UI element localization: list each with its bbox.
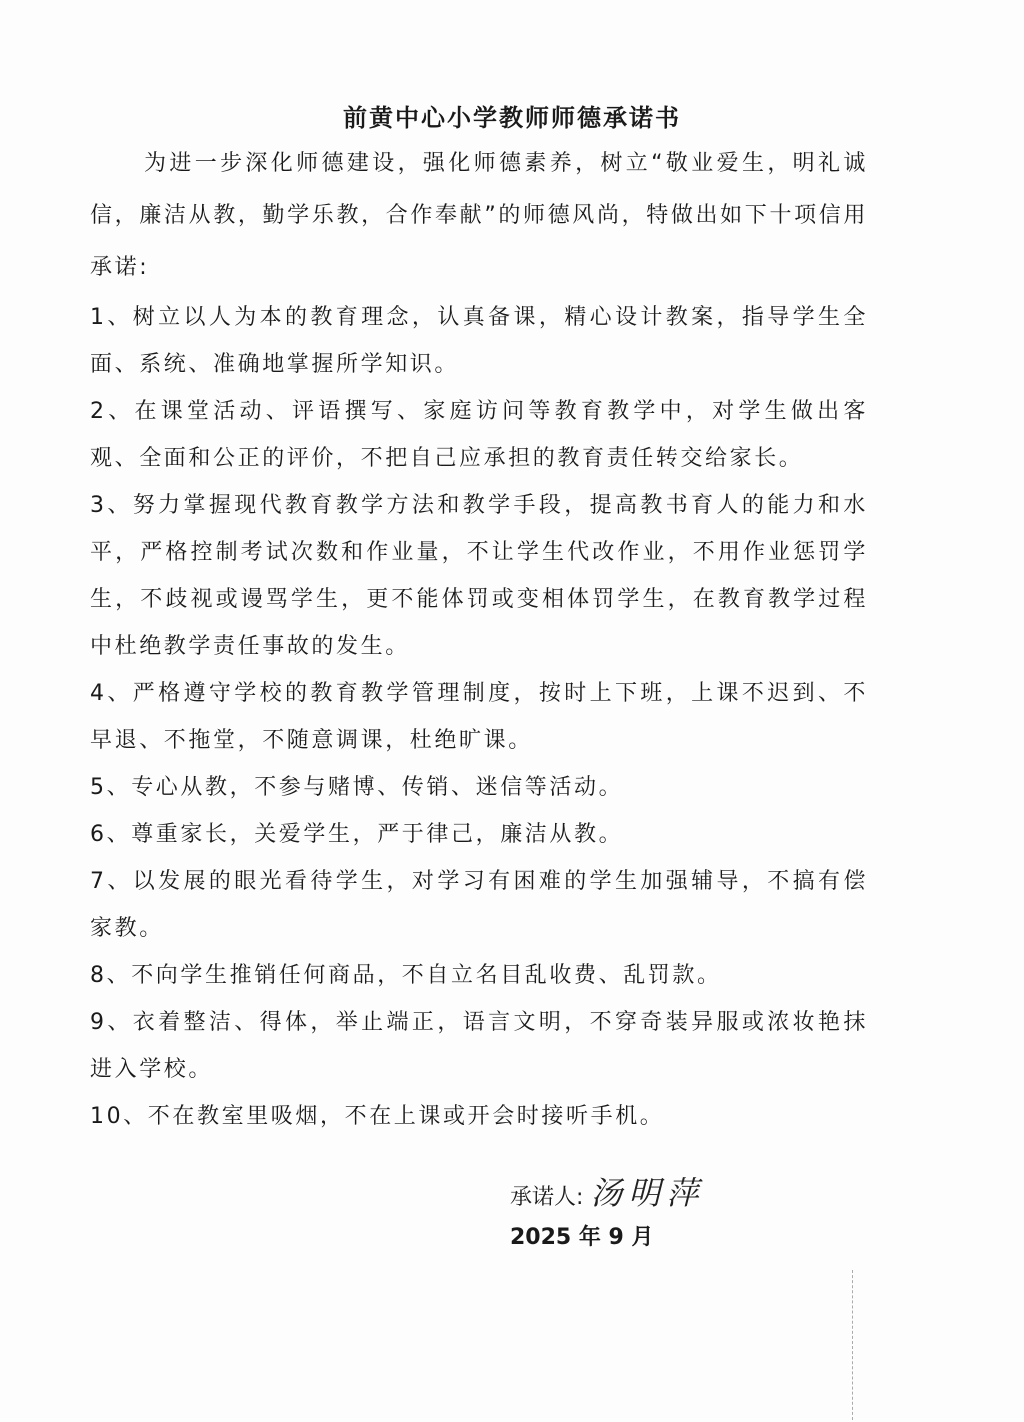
pledge-item-7: 7、以发展的眼光看待学生，对学习有困难的学生加强辅导，不搞有偿家教。	[90, 869, 868, 941]
pledge-item-6: 6、尊重家长，关爱学生，严于律己，廉洁从教。	[90, 822, 624, 847]
document-body	[90, 138, 868, 1140]
intro-paragraph: 为进一步深化师德建设，强化师德素养，树立“敬业爱生，明礼诚信，廉洁从教，勤学乐教，合作奉献”的师德风尚，特做出如下十项信用承诺:	[90, 151, 868, 280]
pledge-item-3: 3、努力掌握现代教育教学方法和教学手段，提高教书育人的能力和水平，严格控制考试次数和作业量，不让学生代改作业，不用作业惩罚学生，不歧视或谩骂学生，更不能体罚或变相体罚学生，在教育教学过程中杜绝教学责任事故的发生。	[90, 493, 868, 659]
signer-label: 承诺人:	[510, 1185, 584, 1210]
date: 2025 年 9 月	[510, 1225, 654, 1250]
pledge-item-2: 2、在课堂活动、评语撰写、家庭访问等教育教学中，对学生做出客观、全面和公正的评价，不把自己应承担的教育责任转交给家长。	[90, 399, 868, 471]
scan-edge-mark	[852, 1270, 854, 1420]
pledge-item-1: 1、树立以人为本的教育理念，认真备课，精心设计教案，指导学生全面、系统、准确地掌握所学知识。	[90, 305, 868, 377]
document-title: 前黄中心小学教师师德承诺书	[343, 104, 681, 132]
pledge-item-5: 5、专心从教，不参与赌博、传销、迷信等活动。	[90, 775, 624, 800]
pledge-item-9: 9、衣着整洁、得体，举止端正，语言文明，不穿奇装异服或浓妆艳抹进入学校。	[90, 1010, 868, 1082]
signer-line	[510, 1168, 704, 1214]
pledge-item-4: 4、严格遵守学校的教育教学管理制度，按时上下班，上课不迟到、不早退、不拖堂，不随意调课，杜绝旷课。	[90, 681, 868, 753]
handwritten-signature: 汤明萍	[590, 1174, 705, 1212]
pledge-item-8: 8、不向学生推销任何商品，不自立名目乱收费、乱罚款。	[90, 963, 722, 988]
pledge-item-10: 10、不在教室里吸烟，不在上课或开会时接听手机。	[90, 1104, 665, 1129]
